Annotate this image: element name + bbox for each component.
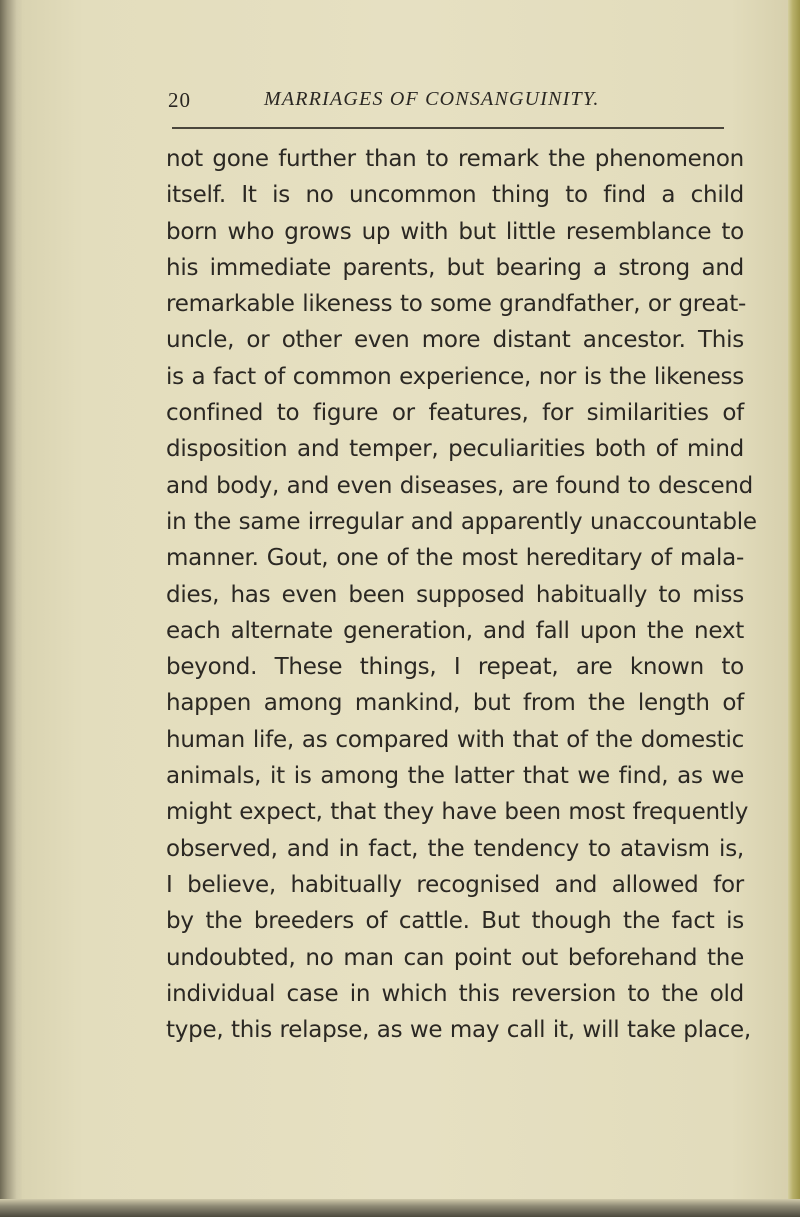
text-line: animals, it is among the latter that we find, as we — [166, 763, 744, 790]
text-line: I believe, habitually recognised and allowed for — [166, 871, 744, 898]
text-line: human life, as compared with that of the domestic — [166, 726, 744, 753]
text-line: might expect, that they have been most frequently — [166, 799, 749, 826]
text-line: manner. Gout, one of the most hereditary of mala- — [166, 545, 744, 572]
text-line: undoubted, no man can point out beforehand the — [166, 944, 744, 971]
text-line: remarkable likeness to some grandfather, or great- — [166, 291, 747, 318]
text-line: happen among mankind, but from the length of — [166, 690, 744, 717]
text-line: by the breeders of cattle. But though the fact is — [166, 908, 744, 935]
text-line: not gone further than to remark the phenomenon — [166, 146, 744, 172]
text-line: confined to figure or features, for similarities of — [166, 400, 744, 427]
running-head — [168, 88, 738, 118]
text-line: disposition and temper, peculiarities both of mind — [166, 436, 744, 463]
text-line: observed, and in fact, the tendency to atavism is, — [166, 835, 744, 862]
header-rule — [172, 127, 724, 129]
text-line: and body, and even diseases, are found to descend — [166, 472, 754, 499]
text-line: uncle, or other even more distant ancestor. This — [166, 327, 744, 354]
text-line: is a fact of common experience, nor is the likeness — [166, 363, 744, 390]
text-line: dies, has even been supposed habitually to miss — [166, 581, 744, 608]
book-binding-edge — [0, 0, 24, 1217]
text-line: beyond. These things, I repeat, are known to — [166, 654, 744, 681]
page-right-edge — [788, 0, 800, 1217]
text-line: his immediate parents, but bearing a strong and — [166, 254, 744, 281]
text-line: type, this relapse, as we may call it, will take place, — [166, 1017, 751, 1044]
text-line: born who grows up with but little resemblance to — [166, 218, 744, 245]
page-number: 20 — [168, 88, 191, 112]
text-line: individual case in which this reversion to the old — [166, 980, 744, 1007]
running-head-title: MARRIAGES OF CONSANGUINITY. — [264, 88, 600, 110]
page-bottom-edge — [0, 1199, 800, 1217]
body-text — [166, 141, 757, 1048]
text-line: in the same irregular and apparently unaccountable — [166, 508, 757, 535]
text-line: each alternate generation, and fall upon the next — [166, 617, 744, 644]
text-line: itself. It is no uncommon thing to find a child — [166, 182, 744, 209]
